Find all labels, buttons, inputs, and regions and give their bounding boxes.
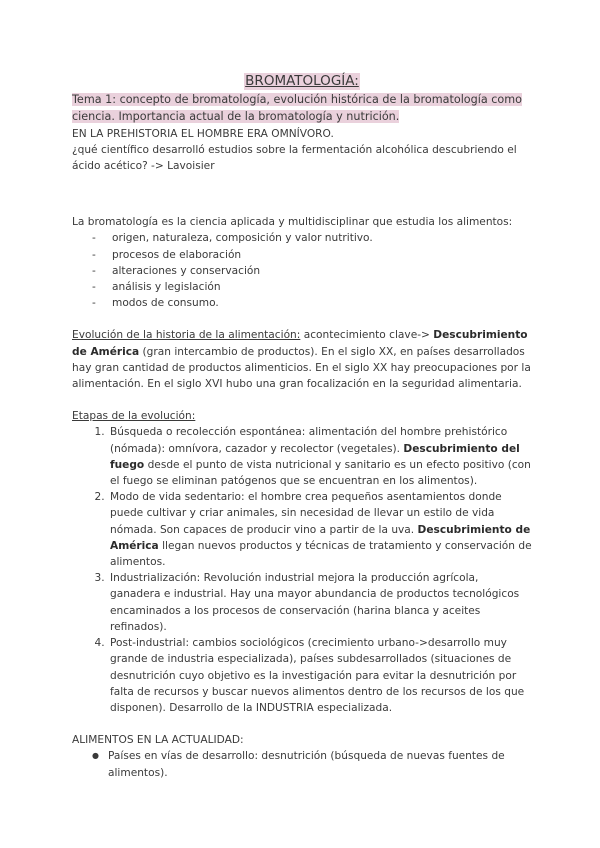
list-item: - alteraciones y conservación xyxy=(92,263,532,279)
intro-line-2: ¿qué científico desarrolló estudios sobre la fermentación alcohólica descubriendo el ácido acético? -> Lavoisier xyxy=(72,143,517,173)
stages-list xyxy=(72,424,532,716)
evolution-heading: Evolución de la historia de la alimentación: xyxy=(72,329,301,342)
document-body xyxy=(72,73,532,781)
stage-item: 2. Modo de vida sedentario: el hombre crea pequeños asentamientos donde puede cultivar y criar animales, sin necesidad de llevar un estilo de vida nómada. Son capaces de producir vino a partir de la uva. Descubrimiento de América llegan nuevos productos y técnicas de tratamiento y conservación de alimentos. xyxy=(108,489,532,570)
definition-list xyxy=(72,230,532,311)
list-item: ● Países en vías de desarrollo: desnutrición (búsqueda de nuevas fuentes de alimentos). xyxy=(92,748,532,780)
subtitle-paragraph xyxy=(72,91,532,125)
current-list xyxy=(72,748,532,780)
list-item: - modos de consumo. xyxy=(92,295,532,311)
list-item: - análisis y legislación xyxy=(92,279,532,295)
evolution-key: Descubrimiento de América xyxy=(72,329,528,358)
stage-item: 1. Búsqueda o recolección espontánea: alimentación del hombre prehistórico (nómada): omnívora, cazador y recolector (vegetales). Descubrimiento del fuego desde el punto de vista nutricional y sanitario es un efecto positivo (con el fuego se eliminan patógenos que se encuentran en los alimentos). xyxy=(108,424,532,489)
stage-item: 3. Industrialización: Revolución industrial mejora la producción agrícola, ganadera e industrial. Hay una mayor abundancia de productos tecnológicos encaminados a los procesos de conservación (harina blanca y aceites refinados). xyxy=(108,570,532,635)
evolution-post: (gran intercambio de productos). En el siglo XX, en países desarrollados hay gran cantidad de productos alimenticios. En el siglo XX hay preocupaciones por la alimentación. En el siglo XVI hubo una gran focalización en la seguridad alimentaria. xyxy=(72,345,531,391)
list-item: - procesos de elaboración xyxy=(92,247,532,263)
document-subtitle: Tema 1: concepto de bromatología, evolución histórica de la bromatología como ciencia. Importancia actual de la bromatología y nutrición. xyxy=(72,93,523,124)
intro-line-1: EN LA PREHISTORIA EL HOMBRE ERA OMNÍVORO. xyxy=(72,127,334,140)
list-item: - origen, naturaleza, composición y valor nutritivo. xyxy=(92,230,532,246)
definition-text: La bromatología es la ciencia aplicada y multidisciplinar que estudia los alimentos: xyxy=(72,216,513,229)
current-heading: ALIMENTOS EN LA ACTUALIDAD: xyxy=(72,734,244,747)
evolution-pre: acontecimiento clave-> xyxy=(300,329,434,342)
stage-item: 4. Post-industrial: cambios sociológicos (crecimiento urbano->desarrollo muy grande de industria especializada), países subdesarrollados (situaciones de desnutrición cuyo objetivo es la investigación para evitar la desnutrición por falta de recursos y buscar nuevos alimentos dentro de los recursos de los que disponen). Desarrollo de la INDUSTRIA especializada. xyxy=(108,635,532,716)
title-row xyxy=(72,73,532,90)
stages-heading: Etapas de la evolución: xyxy=(72,410,196,423)
evolution-paragraph xyxy=(72,327,532,392)
document-title: BROMATOLOGÍA: xyxy=(245,73,359,89)
